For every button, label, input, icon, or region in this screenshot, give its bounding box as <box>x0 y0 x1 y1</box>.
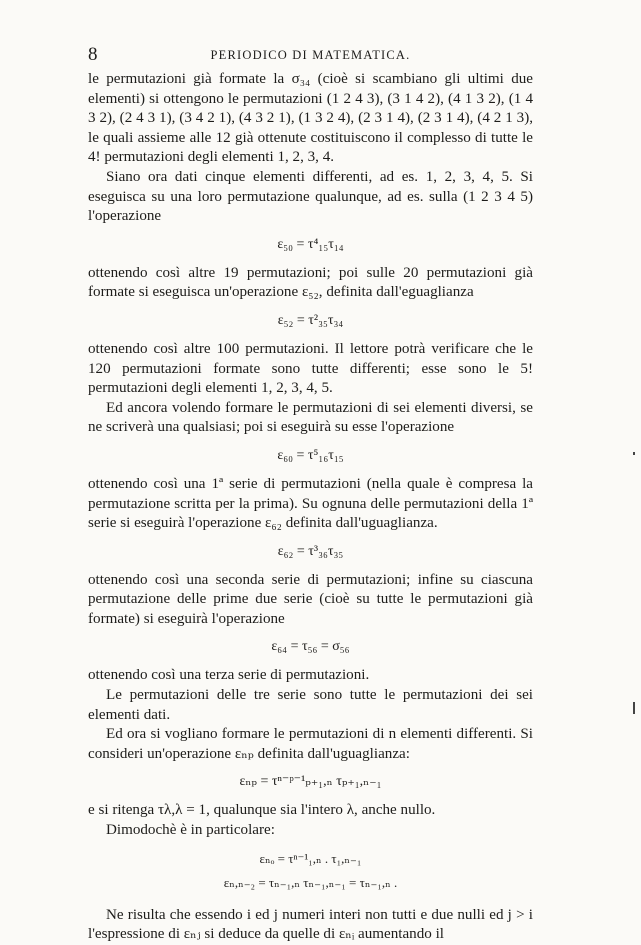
page-body <box>88 70 533 945</box>
page-header <box>88 44 533 66</box>
paragraph: ottenendo così altre 19 permutazioni; poi sulle 20 permutazioni già formate si eseguisca un'operazione ε₅₂, definita dall'eguaglianza <box>88 264 533 301</box>
scan-margin-mark <box>633 702 635 714</box>
paragraph: Dimodochè è in particolare: <box>106 822 275 839</box>
equation: ε₅₂ = τ²₃₅τ₃₄ <box>277 312 344 328</box>
page-number: 8 <box>88 44 98 65</box>
paragraph: Ne risulta che essendo i ed j numeri interi non tutti e due nulli ed j > i l'espressione di εₙⱼ si deduce da quelle di εₙᵢ aumentando il <box>88 906 533 943</box>
paragraph: Ed ora si vogliano formare le permutazioni di n elementi differenti. Si consideri un'operazione εₙₚ definita dall'uguaglianza: <box>88 726 533 762</box>
paragraph: e si ritenga τλ,λ = 1, qualunque sia l'intero λ, anche nullo. <box>88 802 436 819</box>
paragraph: ottenendo così una 1ª serie di permutazioni (nella quale è compresa la permutazione scritta per la prima). Su ognuna delle permutazioni della 1ª serie si eseguirà l'operazione ε₆₂ definita dall'uguaglianza. <box>88 475 533 532</box>
paragraph: ottenendo così una terza serie di permutazioni. <box>88 667 370 684</box>
paragraph: Siano ora dati cinque elementi differenti, ad es. 1, 2, 3, 4, 5. Si eseguisca su una loro permutazione qualunque, ad es. sulla (1 2 3 4 5) l'operazione <box>88 168 533 225</box>
paragraph: Le permutazioni delle tre serie sono tutte le permutazioni dei sei elementi dati. <box>88 687 533 723</box>
paragraph: ottenendo così altre 100 permutazioni. Il lettore potrà verificare che le 120 permutazioni formate sono tutte differenti; esse sono le 5! permutazioni degli elementi 1, 2, 3, 4, 5. <box>88 340 533 397</box>
equation: ε₆₂ = τ³₃₆τ₃₅ <box>277 543 344 559</box>
paragraph: Ed ancora volendo formare le permutazioni di sei elementi diversi, se ne scriverà una qualsiasi; poi si eseguirà su esse l'operazione <box>88 399 533 436</box>
paragraph: le permutazioni già formate la σ₃₄ (cioè si scambiano gli ultimi due elementi) si ottengono le permutazioni (1 2 4 3), (3 1 4 2), (4 1 3 2), (1 4 3 2), (2 4 3 1), (3 4 2 1), (4 3 2 1), (1 3 2 4), (2 3 1 4), (2 3 1 4), (4 2 1 3), le quali assieme alle 12 già ottenute costituiscono il complesso di tutte le 4! permutazioni degli elementi 1, 2, 3, 4. <box>88 71 533 166</box>
paragraph: ottenendo così una seconda serie di permutazioni; infine su ciascuna permutazione delle prime due serie (cioè su tutte le permutazioni già formate) si eseguirà l'operazione <box>88 571 533 627</box>
equation: εₙₒ = τⁿ⁻¹₁,ₙ . τ₁,ₙ₋₁ <box>259 850 362 866</box>
scan-margin-mark <box>633 452 635 455</box>
equation: ε₆₄ = τ₅₆ = σ₅₆ <box>271 639 350 655</box>
equation: ε₅₀ = τ⁴₁₅τ₁₄ <box>277 236 344 252</box>
running-title: PERIODICO DI MATEMATICA. <box>210 48 411 62</box>
equation: εₙₚ = τⁿ⁻ᵖ⁻¹ₚ₊₁,ₙ τₚ₊₁,ₙ₋₁ <box>239 774 382 790</box>
equation: εₙ,ₙ₋₂ = τₙ₋₁,ₙ τₙ₋₁,ₙ₋₁ = τₙ₋₁,ₙ . <box>223 874 398 890</box>
equation: ε₆₀ = τ⁵₁₆τ₁₅ <box>277 447 344 463</box>
